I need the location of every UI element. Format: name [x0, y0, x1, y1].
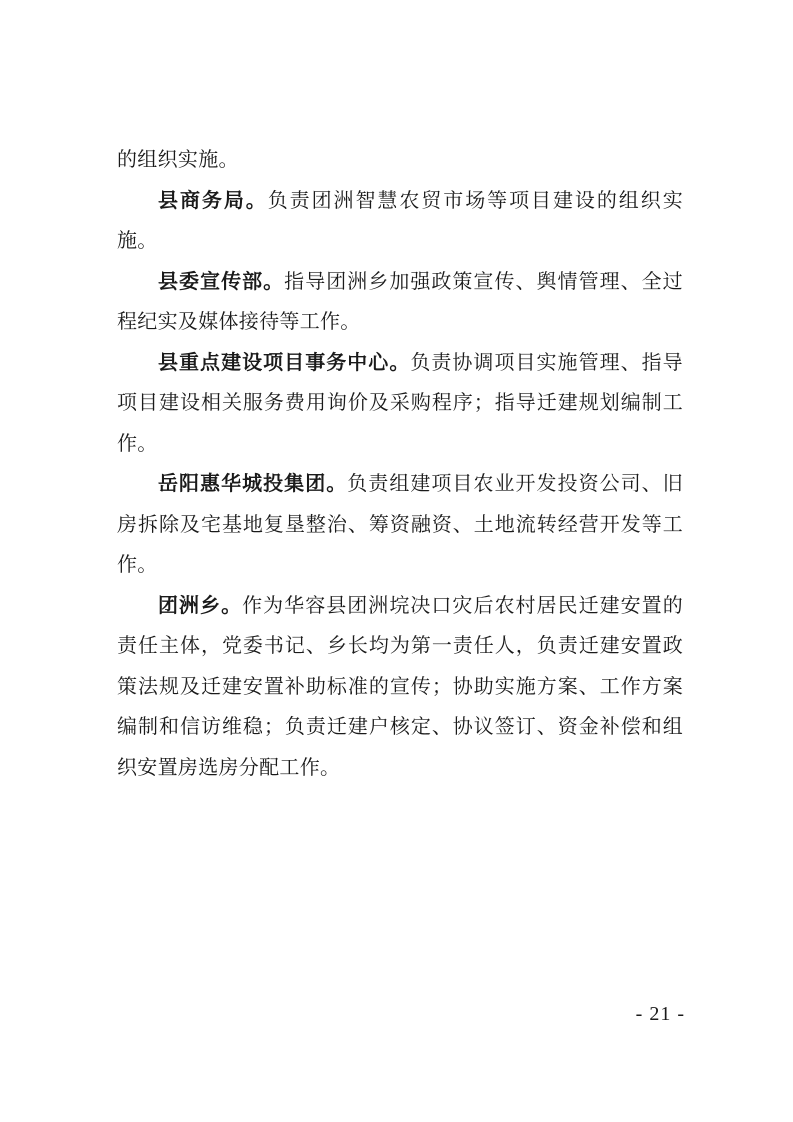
paragraph-publicity-department — [117, 261, 683, 342]
page-number: - 21 - — [635, 1003, 685, 1025]
paragraph-text: 负责团洲智慧农贸市场等项目建设的组织实施。 — [117, 187, 683, 252]
paragraph-text: 指导团洲乡加强政策宣传、舆情管理、全过程纪实及媒体接待等工作。 — [117, 268, 683, 333]
paragraph-heading: 团洲乡。 — [158, 592, 243, 617]
paragraph-heading: 岳阳惠华城投集团。 — [158, 471, 348, 495]
paragraph-text: 作为华容县团洲垸决口灾后农村居民迁建安置的责任主体，党委书记、乡长均为第一责任人，负责迁建安置政策法规及迁建安置补助标准的宣传；协助实施方案、工作方案编制和信访维稳；负责迁建户核定、协议签订、资金补偿和组织安置房选房分配工作。 — [117, 592, 683, 779]
paragraph-urban-investment-group — [117, 463, 683, 585]
paragraph-heading: 县商务局。 — [158, 187, 268, 212]
paragraph-key-projects-center — [117, 342, 683, 464]
paragraph-heading: 县重点建设项目事务中心。 — [158, 349, 411, 374]
body-text — [117, 139, 683, 787]
paragraph-tuanzhou-township — [117, 585, 683, 788]
paragraph-commerce-bureau — [117, 180, 683, 261]
paragraph-heading: 县委宣传部。 — [158, 268, 285, 293]
paragraph-continuation — [117, 139, 683, 180]
paragraph-text: 负责组建项目农业开发投资公司、旧房拆除及宅基地复垦整治、筹资融资、土地流转经营开发等工作。 — [117, 471, 683, 576]
paragraph-text: 的组织实施。 — [117, 147, 239, 171]
paragraph-text: 负责协调项目实施管理、指导项目建设相关服务费用询价及采购程序；指导迁建规划编制工作。 — [117, 349, 683, 455]
